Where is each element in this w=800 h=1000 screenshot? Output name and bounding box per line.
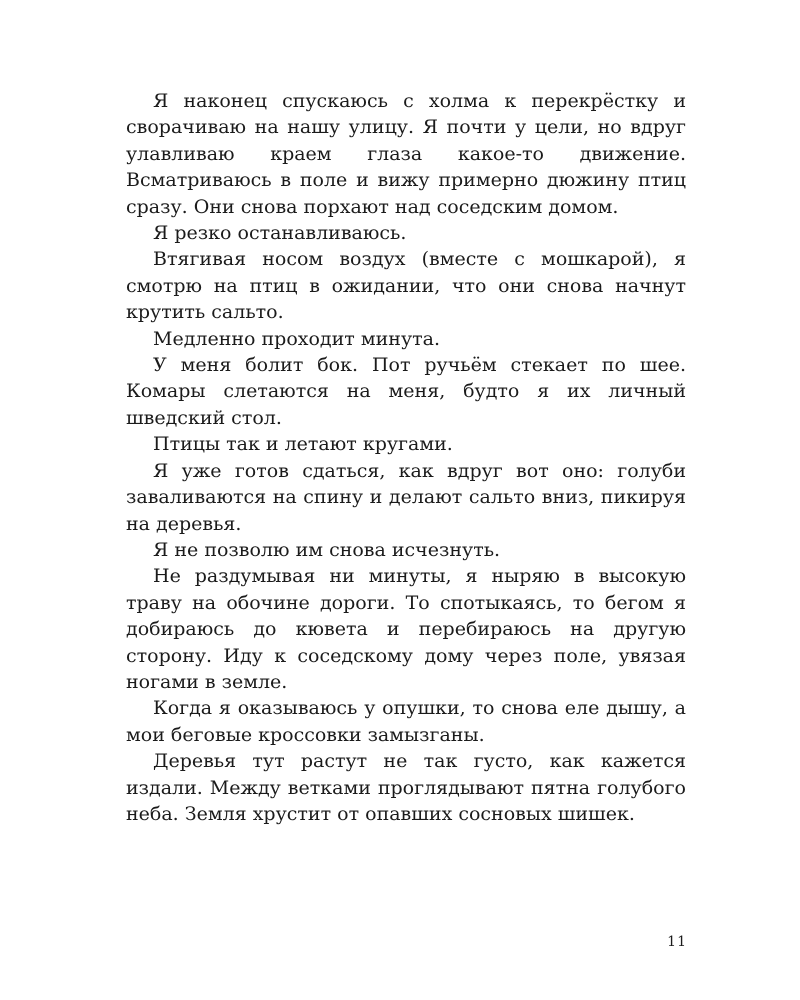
paragraph-1: Я наконец спускаюсь с холма к перекрёстку и сворачиваю на нашу улицу. Я почти у цели, но вдруг улавливаю краем глаза какое-то движение. Всматриваюсь в поле и вижу примерно дюжину птиц сразу. Они снова порхают над соседским домом. [126,90,686,218]
body-text [126,88,686,827]
paragraph-11: Деревья тут растут не так густо, как кажется издали. Между ветками проглядывают пятна голубого неба. Земля хрустит от опавших сосновых шишек. [126,750,686,825]
paragraph-7: Я уже готов сдаться, как вдруг вот оно: голуби заваливаются на спину и делают сальто вниз, пикируя на деревья. [126,459,686,535]
paragraph-5: У меня болит бок. Пот ручьём стекает по шее. Комары слетаются на меня, будто я их личный шведский стол. [126,354,686,429]
paragraph-2: Я резко останавливаюсь. [153,222,407,245]
paragraph-10: Когда я оказываюсь у опушки, то снова еле дышу, а мои беговые кроссовки замызганы. [126,697,686,746]
page-number: 11 [667,934,687,950]
paragraph-9: Не раздумывая ни минуты, я ныряю в высокую траву на обочине дороги. То спотыкаясь, то бегом я добираюсь до кювета и перебираюсь на другую сторону. Иду к соседскому дому через поле, увязая ногами в земле. [126,565,686,693]
paragraph-6: Птицы так и летают кругами. [153,433,453,456]
paragraph-3: Втягивая носом воздух (вместе с мошкарой), я смотрю на птиц в ожидании, что они снова начнут крутить сальто. [126,248,686,324]
paragraph-8: Я не позволю им снова исчезнуть. [153,538,501,561]
paragraph-4: Медленно проходит минута. [153,327,441,350]
